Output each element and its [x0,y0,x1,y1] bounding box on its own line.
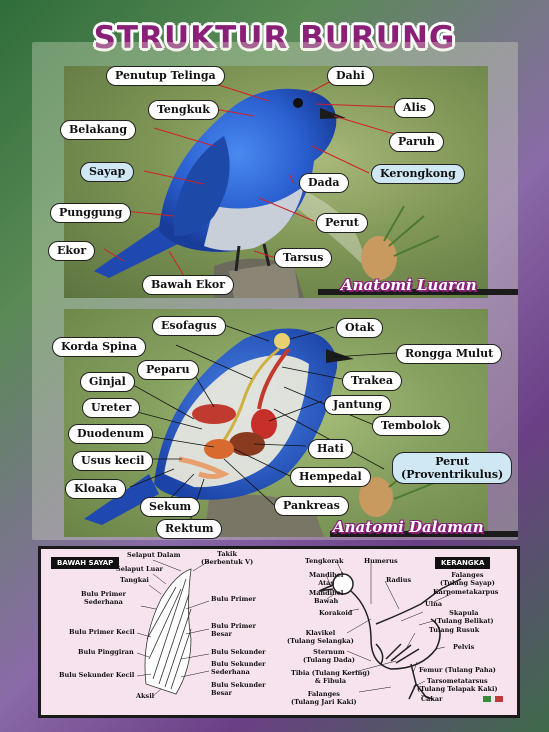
label-peparu: Peparu [137,360,199,380]
label-ulna: Ulna [425,600,443,608]
label-tulang-rusuk: Tulang Rusuk [429,626,480,634]
label-belakang: Belakang [60,120,136,140]
label-otak: Otak [336,318,383,338]
label-tembolok: Tembolok [372,416,450,436]
label-duodenum: Duodenum [68,424,153,444]
section-title-internal: Anatomi Dalaman [333,518,484,536]
label-ekor: Ekor [48,241,95,261]
label-cakar: Cakar [421,695,443,703]
label-usus-kecil: Usus kecil [72,451,153,471]
publisher-mark [495,696,503,702]
label-takik-sub: (Berbentuk V) [201,557,254,566]
label-rongga-mulut: Rongga Mulut [396,344,502,364]
label-tarsometatarsus: Tarsometatarsus (Tulang Telapak Kaki) [417,677,498,693]
label-paruh: Paruh [389,132,444,152]
external-anatomy-panel [57,66,488,298]
tag-kerangka: KERANGKA [435,557,490,569]
label-klavikel: Klavikel (Tulang Selangka) [287,629,354,645]
label-selaput-dalam: Selaput Dalam [127,551,181,559]
label-dahi: Dahi [327,66,374,86]
label-selaput-luar: Selaput Luar [116,565,163,573]
label-proventrikulus: (Proventrikulus) [401,468,504,481]
label-kloaka: Kloaka [65,479,126,499]
label-bulu-sekunder: Bulu Sekunder [211,648,266,656]
label-mandibel-atas: Mandibel Atas [309,571,344,587]
label-falanges-sayap: Falanges (Tulang Sayap) [440,571,495,587]
label-hempedal: Hempedal [290,467,371,487]
label-karpometakarpus: Karpometakarpus [433,588,499,596]
label-pankreas: Pankreas [274,496,349,516]
label-mandibel-bawah: Mandibel Bawah [309,589,344,605]
label-korda-spina: Korda Spina [52,337,146,357]
label-sekum: Sekum [140,497,200,517]
publisher-logo [483,696,491,702]
label-bulu-primer-sederhana: Bulu Primer Sederhana [81,590,126,606]
label-perut-proventrikulus [392,452,512,484]
label-tengkuk: Tengkuk [148,100,219,120]
label-kerongkong: Kerongkong [371,164,465,184]
label-takik-group [201,551,253,566]
label-perut: Perut [316,213,368,233]
label-sternum: Sternum (Tulang Dada) [303,648,355,664]
label-pelvis: Pelvis [453,643,475,651]
tag-bawah-sayap: BAWAH SAYAP [51,557,119,569]
label-alis: Alis [394,98,435,118]
label-bulu-primer: Bulu Primer [211,595,256,603]
label-skapula: Skapula (Tulang Belikat) [434,609,494,625]
poster-title: STRUKTUR BURUNG [93,20,456,56]
label-bulu-sekunder-kecil: Bulu Sekunder Kecil [59,671,135,679]
section-title-external: Anatomi Luaran [341,276,477,294]
label-korakoid: Korakoid [319,609,353,617]
label-penutup-telinga: Penutup Telinga [106,66,225,86]
label-humerus: Humerus [364,557,398,565]
label-ginjal: Ginjal [80,372,135,392]
label-falanges-kaki: Falanges (Tulang Jari Kaki) [291,690,357,706]
wing-skeleton-panel [38,546,520,718]
label-tengkorak: Tengkorak [305,557,344,565]
label-bulu-sekunder-besar: Bulu Sekunder Besar [211,681,266,697]
label-bawah-ekor: Bawah Ekor [142,275,234,295]
label-bulu-primer-kecil: Bulu Primer Kecil [69,628,135,636]
label-tarsus: Tarsus [274,248,332,268]
label-femur: Femur (Tulang Paha) [419,666,496,674]
label-aksil: Aksil [136,692,155,700]
label-takik: Takik [217,550,238,558]
label-trakea: Trakea [342,371,402,391]
label-punggung: Punggung [50,203,131,223]
label-jantung: Jantung [324,395,391,415]
label-tibia: Tibia (Tulang Kering) & Fibula [291,669,370,685]
label-sayap: Sayap [80,162,134,182]
label-hati: Hati [308,439,353,459]
label-bulu-primer-besar: Bulu Primer Besar [211,622,256,638]
label-bulu-sekunder-sederhana: Bulu Sekunder Sederhana [211,660,266,676]
label-dada: Dada [299,173,349,193]
label-ureter: Ureter [82,398,140,418]
label-bulu-pinggiran: Bulu Pinggiran [78,648,134,656]
label-rektum: Rektum [156,519,222,539]
label-tangkai: Tangkai [120,576,149,584]
label-perut: Perut [435,455,470,468]
label-radius: Radius [386,576,412,584]
label-esofagus: Esofagus [152,316,226,336]
internal-anatomy-panel [61,309,504,537]
